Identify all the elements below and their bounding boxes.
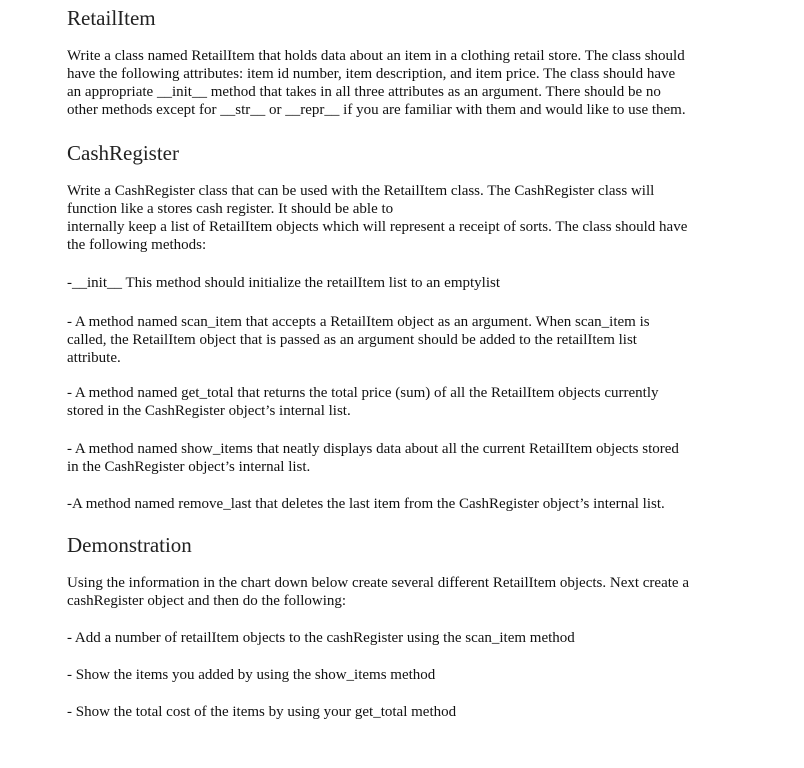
- demo-step-add-items: [67, 629, 575, 647]
- demo-step-show-total: [67, 703, 456, 721]
- text-line: the following methods:: [67, 237, 207, 253]
- text-line: Write a CashRegister class that can be used with the RetailItem class. The CashRegister class will: [67, 183, 655, 199]
- demo-step-show-items: [67, 666, 435, 684]
- text-line: have the following attributes: item id number, item description, and item price. The class should have: [67, 66, 676, 82]
- method-scan-item: [67, 313, 650, 367]
- text-line: stored in the CashRegister object’s internal list.: [67, 403, 351, 419]
- text-line: in the CashRegister object’s internal list.: [67, 459, 311, 475]
- text-line: other methods except for __str__ or __repr__ if you are familiar with them and would like to use them.: [67, 102, 686, 118]
- text-line: function like a stores cash register. It should be able to: [67, 201, 394, 217]
- text-line: - A method named show_items that neatly displays data about all the current RetailItem objects stored: [67, 441, 679, 457]
- section-title-cashregister: CashRegister: [67, 141, 179, 165]
- text-line: - A method named scan_item that accepts a RetailItem object as an argument. When scan_item is: [67, 314, 650, 330]
- method-remove-last: [67, 495, 665, 513]
- text-line: attribute.: [67, 350, 121, 366]
- text-line: - Show the total cost of the items by using your get_total method: [67, 704, 457, 720]
- text-line: - A method named get_total that returns the total price (sum) of all the RetailItem objects currently: [67, 385, 659, 401]
- text-line: - Show the items you added by using the show_items method: [67, 667, 436, 683]
- method-get-total: [67, 384, 659, 420]
- text-line: internally keep a list of RetailItem objects which will represent a receipt of sorts. The class should have: [67, 219, 688, 235]
- method-show-items: [67, 440, 679, 476]
- text-line: Using the information in the chart down below create several different RetailItem objects. Next create a: [67, 575, 689, 591]
- text-line: called, the RetailItem object that is passed as an argument should be added to the retailItem list: [67, 332, 637, 348]
- text-line: - Add a number of retailItem objects to the cashRegister using the scan_item method: [67, 630, 575, 646]
- section-title-demonstration: Demonstration: [67, 533, 192, 557]
- demonstration-description: [67, 574, 689, 610]
- text-line: -A method named remove_last that deletes the last item from the CashRegister object’s internal list.: [67, 496, 665, 512]
- method-init: [67, 274, 500, 292]
- text-line: cashRegister object and then do the following:: [67, 593, 347, 609]
- text-line: -__init__ This method should initialize the retailItem list to an emptylist: [67, 275, 500, 291]
- text-line: Write a class named RetailItem that holds data about an item in a clothing retail store. The class should: [67, 48, 685, 64]
- cashregister-description: [67, 182, 687, 254]
- retailitem-description: [67, 47, 686, 119]
- section-title-retailitem: RetailItem: [67, 6, 156, 30]
- text-line: an appropriate __init__ method that takes in all three attributes as an argument. There should be no: [67, 84, 661, 100]
